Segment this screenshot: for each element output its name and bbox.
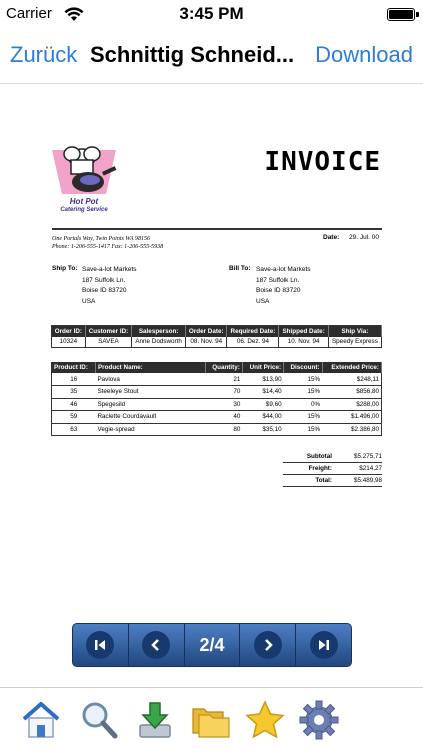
product-header-row [52,362,382,373]
ship-to-label: Ship To: [52,265,78,272]
order-col-header: Required Date: [227,326,279,337]
settings-gear-icon[interactable] [298,699,340,741]
invoice-document[interactable] [0,85,423,685]
previous-page-button[interactable] [129,624,185,666]
order-cell: SAVEA [85,337,132,348]
total-label: Total: [315,477,332,484]
next-page-button[interactable] [240,624,296,666]
order-col-header: Ship Via: [328,326,381,337]
order-cell: 10. Nov. 94 [279,337,328,348]
bill-to-line: Boise ID 83720 [256,287,301,294]
discount: 15% [284,373,322,386]
carrier-label: Carrier [6,5,52,22]
address-line: One Portals Way, Twin Points WA 98156 [52,236,150,242]
order-cell: 10324 [52,337,86,348]
quantity: 70 [205,386,242,399]
order-col-header: Customer ID: [85,326,132,337]
page-indicator-text: 2/4 [199,634,225,655]
unit-price: $9,60 [242,398,283,411]
ship-to-address [82,265,137,307]
date-value: 29. Jul. 00 [349,234,379,241]
unit-price: $14,40 [242,386,283,399]
quantity: 40 [205,411,242,424]
extended-price: $1.496,00 [322,411,381,424]
status-time: 3:45 PM [179,4,244,23]
table-row [52,398,382,411]
product-col-header: Extended Price: [322,362,381,373]
back-button[interactable]: Zurück [10,42,78,67]
order-col-header: Salesperson: [132,326,186,337]
table-row [52,373,382,386]
product-col-header: Product ID: [52,362,96,373]
chevron-left-icon [142,631,170,659]
subtotal-value: $5.275,71 [353,453,382,460]
invoice-title: INVOICE [264,147,381,177]
totals-block [283,451,382,487]
last-page-icon [310,631,338,659]
product-name: Pavlova [95,373,205,386]
phone-fax-line: Phone: 1-206-555-1417 Fax: 1-206-555-5938 [52,244,164,250]
extended-price: $248,11 [322,373,381,386]
ship-to-line: 187 Suffolk Ln. [82,276,126,284]
total-value: $5.489,98 [353,477,382,484]
order-col-header: Shipped Date: [279,326,328,337]
total-row [283,475,382,487]
discount: 0% [284,398,322,411]
extended-price: $856,80 [322,386,381,399]
product-id: 16 [52,373,96,386]
bill-to-line: Save-a-lot Markets [256,266,311,273]
ship-to-line: USA [82,297,96,305]
freight-value: $214,27 [359,465,382,472]
freight-row [283,463,382,475]
extended-price: $288,00 [322,398,381,411]
order-header-row [52,326,382,337]
table-row [52,386,382,399]
bill-to-label: Bill To: [229,265,251,272]
chevron-right-icon [254,631,282,659]
extended-price: $2.386,80 [322,423,381,436]
order-col-header: Order Date: [186,326,227,337]
download-button[interactable]: Download [315,42,413,67]
product-name: Steeleye Stout [95,386,205,399]
bill-to-address [256,265,311,307]
subtotal-row [283,451,382,463]
quantity: 80 [205,423,242,436]
product-table [51,362,382,436]
download-icon[interactable] [134,699,176,741]
first-page-button[interactable] [73,624,129,666]
brand-tagline: Catering Service [60,207,108,213]
favorites-star-icon[interactable] [244,699,286,741]
page-indicator [185,624,241,666]
battery-fill [389,10,413,19]
product-id: 63 [52,423,96,436]
unit-price: $13,90 [242,373,283,386]
product-name: Vegie-spread [95,423,205,436]
unit-price: $35,10 [242,423,283,436]
ship-to-line: Save-a-lot Markets [82,266,137,273]
discount: 15% [284,386,322,399]
header-divider [52,228,382,230]
ship-to-line: Boise ID 83720 [82,287,127,294]
search-icon[interactable] [78,699,120,741]
quantity: 30 [205,398,242,411]
quantity: 21 [205,373,242,386]
first-page-icon [86,631,114,659]
brand-name: Hot Pot [69,197,99,206]
order-info-table [51,325,382,348]
navigation-bar [0,28,423,84]
order-cell: 06. Dez. 94 [227,337,279,348]
discount: 15% [284,423,322,436]
home-icon[interactable] [20,699,62,741]
product-name: Spegesild [95,398,205,411]
bill-to-line: 187 Suffolk Ln. [256,276,300,284]
product-name: Raclette Courdavault [95,411,205,424]
discount: 15% [284,411,322,424]
product-col-header: Product Name: [95,362,205,373]
company-address [52,235,163,251]
order-cell: Anne Dodsworth [132,337,186,348]
order-cell: Speedy Express [328,337,381,348]
product-col-header: Discount: [284,362,322,373]
order-data-row [52,337,382,348]
freight-label: Freight: [308,465,332,472]
tab-bar [0,687,423,750]
table-row [52,411,382,424]
status-bar [0,0,423,28]
bill-to-line: USA [256,297,270,305]
last-page-button[interactable] [296,624,351,666]
folders-icon[interactable] [190,699,232,741]
page-navigator [72,623,352,667]
order-cell: 08. Nov. 94 [186,337,227,348]
subtotal-label: Subtotal [306,453,332,460]
product-id: 59 [52,411,96,424]
product-id: 35 [52,386,96,399]
product-col-header: Unit Price: [242,362,283,373]
product-id: 46 [52,398,96,411]
document-title: Schnittig Schneid... [90,42,295,67]
date-label: Date: [323,234,340,241]
product-col-header: Quantity: [205,362,242,373]
table-row [52,423,382,436]
battery-icon [387,8,415,21]
unit-price: $44,00 [242,411,283,424]
order-col-header: Order ID: [52,326,86,337]
